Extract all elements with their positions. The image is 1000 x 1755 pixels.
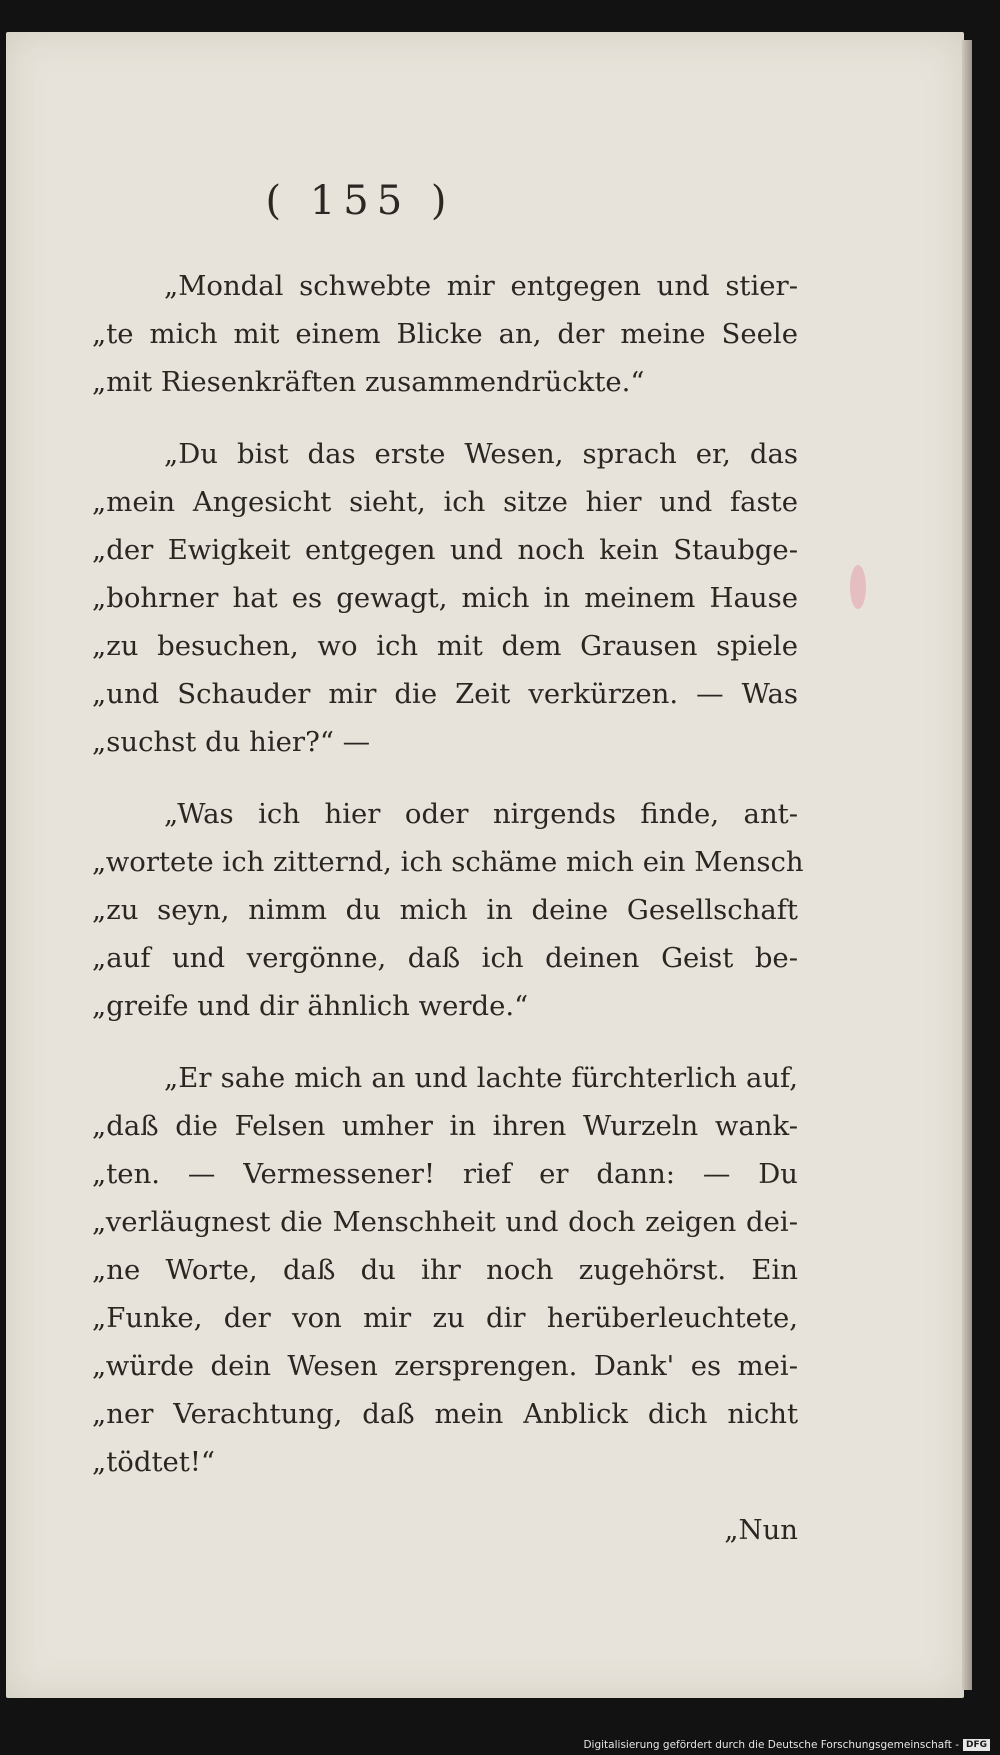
- text-line: „bohrner hat es gewagt, mich in meinem Hause: [92, 582, 798, 614]
- text-line: „Funke, der von mir zu dir herüberleuchtete,: [92, 1302, 798, 1334]
- text-line: „zu seyn, nimm du mich in deine Gesellschaft: [92, 894, 798, 926]
- text-line: „mit Riesenkräften zusammendrückte.“: [92, 366, 645, 398]
- paragraph: [92, 430, 798, 766]
- text-line: „auf und vergönne, daß ich deinen Geist be-: [92, 942, 798, 974]
- paragraph: [92, 262, 798, 406]
- text-line: „greife und dir ähnlich werde.“: [92, 990, 529, 1022]
- footer-text: Digitalisierung gefördert durch die Deutsche Forschungsgemeinschaft -: [583, 1739, 959, 1751]
- text-line: „daß die Felsen umher in ihren Wurzeln wank-: [92, 1110, 798, 1142]
- text-line: „verläugnest die Menschheit und doch zeigen dei-: [92, 1206, 798, 1238]
- paragraph: [92, 790, 804, 1030]
- page-edge: [962, 40, 972, 1690]
- text-line: „mein Angesicht sieht, ich sitze hier und faste: [92, 486, 798, 518]
- catchword: „Nun: [724, 1514, 798, 1546]
- text-line: „wortete ich zitternd, ich schäme mich ein Mensch: [92, 846, 804, 878]
- text-line: „Was ich hier oder nirgends finde, ant-: [164, 798, 798, 830]
- text-line: „würde dein Wesen zersprengen. Dank' es mei-: [92, 1350, 798, 1382]
- text-line: „Mondal schwebte mir entgegen und stier-: [164, 270, 798, 302]
- text-line: „tödtet!“: [92, 1446, 215, 1478]
- text-line: „te mich mit einem Blicke an, der meine Seele: [92, 318, 798, 350]
- page-number: ( 155 ): [265, 178, 455, 224]
- text-line: „zu besuchen, wo ich mit dem Grausen spiele: [92, 630, 798, 662]
- text-line: „Er sahe mich an und lachte fürchterlich auf,: [164, 1062, 798, 1094]
- text-line: „und Schauder mir die Zeit verkürzen. — Was: [92, 678, 798, 710]
- text-line: „der Ewigkeit entgegen und noch kein Staubge-: [92, 534, 798, 566]
- text-line: „ner Verachtung, daß mein Anblick dich nicht: [92, 1398, 798, 1430]
- text-line: „ten. — Vermessener! rief er dann: — Du: [92, 1158, 798, 1190]
- digitization-footer: [583, 1739, 990, 1751]
- body-text: [92, 262, 804, 1510]
- ink-stain: [850, 565, 866, 609]
- text-line: „ne Worte, daß du ihr noch zugehörst. Ein: [92, 1254, 798, 1286]
- dfg-logo: DFG: [963, 1739, 990, 1751]
- text-line: „Du bist das erste Wesen, sprach er, das: [164, 438, 798, 470]
- paragraph: [92, 1054, 798, 1486]
- text-line: „suchst du hier?“ —: [92, 726, 371, 758]
